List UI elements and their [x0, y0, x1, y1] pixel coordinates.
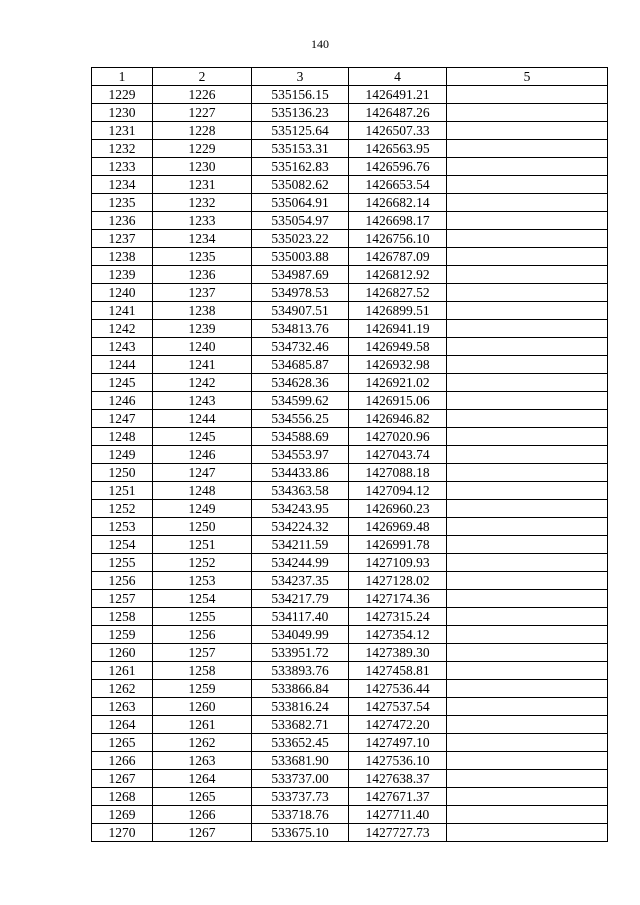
table-cell-col1: 1260 — [92, 644, 153, 662]
table-row — [92, 572, 608, 590]
table-cell-col4: 1427671.37 — [349, 788, 447, 806]
table-cell-col4: 1426960.23 — [349, 500, 447, 518]
table-cell-col4: 1427128.02 — [349, 572, 447, 590]
column-header-2: 2 — [153, 68, 252, 86]
table-cell-col2: 1265 — [153, 788, 252, 806]
table-cell-col1: 1267 — [92, 770, 153, 788]
table-cell-col2: 1258 — [153, 662, 252, 680]
table-cell-col3: 535003.88 — [252, 248, 349, 266]
table-cell-col5 — [447, 446, 608, 464]
table-cell-col3: 535153.31 — [252, 140, 349, 158]
table-cell-col3: 534211.59 — [252, 536, 349, 554]
table-cell-col3: 534685.87 — [252, 356, 349, 374]
table-row — [92, 86, 608, 104]
column-header-3: 3 — [252, 68, 349, 86]
table-header — [92, 68, 608, 86]
table-cell-col5 — [447, 518, 608, 536]
table-cell-col3: 534363.58 — [252, 482, 349, 500]
table-cell-col1: 1268 — [92, 788, 153, 806]
page-number: 140 — [311, 37, 329, 51]
table-cell-col2: 1239 — [153, 320, 252, 338]
table-cell-col2: 1230 — [153, 158, 252, 176]
table-cell-col5 — [447, 680, 608, 698]
table-cell-col4: 1427536.10 — [349, 752, 447, 770]
table-cell-col1: 1261 — [92, 662, 153, 680]
table-cell-col1: 1255 — [92, 554, 153, 572]
table-row — [92, 320, 608, 338]
table-cell-col2: 1228 — [153, 122, 252, 140]
table-row — [92, 482, 608, 500]
table-cell-col2: 1248 — [153, 482, 252, 500]
table-cell-col3: 534813.76 — [252, 320, 349, 338]
table-row — [92, 248, 608, 266]
table-cell-col5 — [447, 338, 608, 356]
table-cell-col4: 1427727.73 — [349, 824, 447, 842]
table-cell-col3: 534553.97 — [252, 446, 349, 464]
table-cell-col4: 1427711.40 — [349, 806, 447, 824]
table-cell-col2: 1261 — [153, 716, 252, 734]
table-cell-col5 — [447, 644, 608, 662]
table-cell-col4: 1426991.78 — [349, 536, 447, 554]
table-cell-col5 — [447, 194, 608, 212]
table-cell-col5 — [447, 392, 608, 410]
table-cell-col4: 1426932.98 — [349, 356, 447, 374]
table-cell-col3: 534588.69 — [252, 428, 349, 446]
table-cell-col5 — [447, 734, 608, 752]
table-cell-col4: 1426682.14 — [349, 194, 447, 212]
table-cell-col5 — [447, 410, 608, 428]
table-cell-col4: 1426812.92 — [349, 266, 447, 284]
table-cell-col5 — [447, 698, 608, 716]
table-cell-col5 — [447, 788, 608, 806]
table-cell-col1: 1246 — [92, 392, 153, 410]
table-cell-col3: 534049.99 — [252, 626, 349, 644]
table-cell-col4: 1426899.51 — [349, 302, 447, 320]
table-cell-col5 — [447, 104, 608, 122]
table-cell-col2: 1241 — [153, 356, 252, 374]
table-cell-col1: 1248 — [92, 428, 153, 446]
table-cell-col5 — [447, 356, 608, 374]
table-cell-col1: 1232 — [92, 140, 153, 158]
table-cell-col1: 1259 — [92, 626, 153, 644]
table-row — [92, 356, 608, 374]
table-cell-col3: 534117.40 — [252, 608, 349, 626]
table-row — [92, 518, 608, 536]
table-cell-col2: 1242 — [153, 374, 252, 392]
table-cell-col2: 1266 — [153, 806, 252, 824]
table-cell-col2: 1238 — [153, 302, 252, 320]
table-cell-col3: 533675.10 — [252, 824, 349, 842]
table-cell-col1: 1247 — [92, 410, 153, 428]
table-cell-col4: 1426941.19 — [349, 320, 447, 338]
table-row — [92, 122, 608, 140]
table-cell-col3: 534556.25 — [252, 410, 349, 428]
table-cell-col1: 1240 — [92, 284, 153, 302]
table-row — [92, 770, 608, 788]
table-cell-col5 — [447, 482, 608, 500]
table-body — [92, 86, 608, 842]
table-cell-col4: 1426787.09 — [349, 248, 447, 266]
table-cell-col4: 1427174.36 — [349, 590, 447, 608]
table-cell-col4: 1427094.12 — [349, 482, 447, 500]
table-cell-col2: 1256 — [153, 626, 252, 644]
table-cell-col1: 1229 — [92, 86, 153, 104]
table-row — [92, 410, 608, 428]
table-cell-col5 — [447, 86, 608, 104]
table-cell-col1: 1264 — [92, 716, 153, 734]
table-cell-col4: 1427536.44 — [349, 680, 447, 698]
table-cell-col2: 1237 — [153, 284, 252, 302]
column-header-5: 5 — [447, 68, 608, 86]
table-cell-col3: 534237.35 — [252, 572, 349, 590]
table-cell-col3: 534217.79 — [252, 590, 349, 608]
table-row — [92, 698, 608, 716]
table-cell-col1: 1250 — [92, 464, 153, 482]
table-cell-col5 — [447, 752, 608, 770]
table-row — [92, 788, 608, 806]
table-cell-col1: 1243 — [92, 338, 153, 356]
table-cell-col1: 1241 — [92, 302, 153, 320]
table-cell-col3: 533682.71 — [252, 716, 349, 734]
table-cell-col4: 1426827.52 — [349, 284, 447, 302]
table-cell-col3: 533737.73 — [252, 788, 349, 806]
table-cell-col3: 535125.64 — [252, 122, 349, 140]
table-cell-col5 — [447, 374, 608, 392]
table-cell-col3: 534243.95 — [252, 500, 349, 518]
table-row — [92, 212, 608, 230]
table-row — [92, 734, 608, 752]
table-cell-col1: 1258 — [92, 608, 153, 626]
table-row — [92, 536, 608, 554]
table-cell-col2: 1253 — [153, 572, 252, 590]
table-cell-col4: 1426949.58 — [349, 338, 447, 356]
table-cell-col2: 1246 — [153, 446, 252, 464]
table-cell-col3: 534433.86 — [252, 464, 349, 482]
table-cell-col2: 1250 — [153, 518, 252, 536]
table-cell-col3: 535054.97 — [252, 212, 349, 230]
table-row — [92, 590, 608, 608]
table-cell-col3: 533681.90 — [252, 752, 349, 770]
table-cell-col3: 535136.23 — [252, 104, 349, 122]
table-cell-col2: 1247 — [153, 464, 252, 482]
table-cell-col4: 1426698.17 — [349, 212, 447, 230]
table-cell-col3: 535082.62 — [252, 176, 349, 194]
column-header-4: 4 — [349, 68, 447, 86]
table-cell-col2: 1236 — [153, 266, 252, 284]
table-cell-col4: 1426487.26 — [349, 104, 447, 122]
table-cell-col1: 1236 — [92, 212, 153, 230]
table-cell-col4: 1426921.02 — [349, 374, 447, 392]
table-cell-col5 — [447, 428, 608, 446]
table-cell-col2: 1264 — [153, 770, 252, 788]
table-cell-col1: 1237 — [92, 230, 153, 248]
table-cell-col5 — [447, 284, 608, 302]
table-cell-col2: 1233 — [153, 212, 252, 230]
table-row — [92, 158, 608, 176]
table-cell-col4: 1427638.37 — [349, 770, 447, 788]
table-row — [92, 752, 608, 770]
table-row — [92, 176, 608, 194]
table-cell-col2: 1267 — [153, 824, 252, 842]
table-cell-col3: 534987.69 — [252, 266, 349, 284]
table-cell-col5 — [447, 554, 608, 572]
table-cell-col3: 533718.76 — [252, 806, 349, 824]
table-row — [92, 608, 608, 626]
table-row — [92, 806, 608, 824]
table-cell-col2: 1232 — [153, 194, 252, 212]
table-cell-col4: 1426563.95 — [349, 140, 447, 158]
table-cell-col5 — [447, 302, 608, 320]
column-header-1: 1 — [92, 68, 153, 86]
table-cell-col1: 1270 — [92, 824, 153, 842]
table-cell-col4: 1427315.24 — [349, 608, 447, 626]
table-cell-col3: 533816.24 — [252, 698, 349, 716]
table-cell-col5 — [447, 464, 608, 482]
table-row — [92, 266, 608, 284]
table-cell-col5 — [447, 806, 608, 824]
table-cell-col5 — [447, 248, 608, 266]
table-cell-col2: 1229 — [153, 140, 252, 158]
table-row — [92, 374, 608, 392]
table-cell-col3: 533866.84 — [252, 680, 349, 698]
table-row — [92, 626, 608, 644]
table-cell-col2: 1255 — [153, 608, 252, 626]
table-cell-col2: 1227 — [153, 104, 252, 122]
table-cell-col5 — [447, 716, 608, 734]
table-row — [92, 284, 608, 302]
table-cell-col1: 1249 — [92, 446, 153, 464]
table-cell-col3: 534907.51 — [252, 302, 349, 320]
table-cell-col3: 533652.45 — [252, 734, 349, 752]
table-cell-col1: 1245 — [92, 374, 153, 392]
table-cell-col3: 534599.62 — [252, 392, 349, 410]
table-cell-col4: 1427537.54 — [349, 698, 447, 716]
table-cell-col2: 1244 — [153, 410, 252, 428]
table-cell-col3: 535162.83 — [252, 158, 349, 176]
table-cell-col1: 1239 — [92, 266, 153, 284]
table-cell-col5 — [447, 320, 608, 338]
table-row — [92, 554, 608, 572]
table-row — [92, 302, 608, 320]
table-cell-col2: 1251 — [153, 536, 252, 554]
table-cell-col3: 533951.72 — [252, 644, 349, 662]
table-cell-col4: 1427109.93 — [349, 554, 447, 572]
table-row — [92, 644, 608, 662]
table-row — [92, 338, 608, 356]
table-cell-col3: 535023.22 — [252, 230, 349, 248]
table-row — [92, 104, 608, 122]
table-cell-col4: 1426653.54 — [349, 176, 447, 194]
table-row — [92, 716, 608, 734]
table-cell-col1: 1231 — [92, 122, 153, 140]
table-row — [92, 392, 608, 410]
table-cell-col2: 1259 — [153, 680, 252, 698]
table-cell-col3: 534224.32 — [252, 518, 349, 536]
table-cell-col4: 1427389.30 — [349, 644, 447, 662]
table-cell-col4: 1427472.20 — [349, 716, 447, 734]
table-cell-col3: 533737.00 — [252, 770, 349, 788]
table-cell-col1: 1233 — [92, 158, 153, 176]
table-cell-col4: 1427354.12 — [349, 626, 447, 644]
table-cell-col5 — [447, 770, 608, 788]
coordinates-table — [91, 67, 608, 842]
table-cell-col3: 534628.36 — [252, 374, 349, 392]
table-cell-col5 — [447, 122, 608, 140]
table-cell-col5 — [447, 536, 608, 554]
table-cell-col2: 1243 — [153, 392, 252, 410]
table-cell-col2: 1249 — [153, 500, 252, 518]
table-cell-col1: 1252 — [92, 500, 153, 518]
table-cell-col4: 1426491.21 — [349, 86, 447, 104]
table-row — [92, 140, 608, 158]
table-cell-col2: 1235 — [153, 248, 252, 266]
table-cell-col2: 1226 — [153, 86, 252, 104]
table-cell-col1: 1254 — [92, 536, 153, 554]
table-cell-col4: 1426507.33 — [349, 122, 447, 140]
table-cell-col4: 1427497.10 — [349, 734, 447, 752]
table-cell-col3: 534978.53 — [252, 284, 349, 302]
table-cell-col4: 1427458.81 — [349, 662, 447, 680]
table-cell-col3: 535064.91 — [252, 194, 349, 212]
table-row — [92, 230, 608, 248]
table-cell-col5 — [447, 140, 608, 158]
header-row — [92, 68, 608, 86]
table-row — [92, 194, 608, 212]
table-cell-col5 — [447, 824, 608, 842]
table-cell-col1: 1230 — [92, 104, 153, 122]
table-row — [92, 662, 608, 680]
table-cell-col5 — [447, 590, 608, 608]
table-cell-col1: 1251 — [92, 482, 153, 500]
table-cell-col1: 1238 — [92, 248, 153, 266]
table-cell-col3: 535156.15 — [252, 86, 349, 104]
table-cell-col2: 1245 — [153, 428, 252, 446]
table-cell-col5 — [447, 212, 608, 230]
table-row — [92, 680, 608, 698]
table-cell-col2: 1252 — [153, 554, 252, 572]
table-cell-col2: 1240 — [153, 338, 252, 356]
table-cell-col5 — [447, 230, 608, 248]
table-cell-col5 — [447, 158, 608, 176]
table-row — [92, 446, 608, 464]
table-cell-col1: 1253 — [92, 518, 153, 536]
table-cell-col1: 1257 — [92, 590, 153, 608]
table-cell-col1: 1234 — [92, 176, 153, 194]
table-cell-col5 — [447, 662, 608, 680]
table-cell-col4: 1427043.74 — [349, 446, 447, 464]
table-cell-col1: 1242 — [92, 320, 153, 338]
table-cell-col5 — [447, 626, 608, 644]
table-cell-col4: 1426915.06 — [349, 392, 447, 410]
table-cell-col4: 1426756.10 — [349, 230, 447, 248]
table-cell-col1: 1265 — [92, 734, 153, 752]
table-cell-col4: 1426969.48 — [349, 518, 447, 536]
table-cell-col1: 1256 — [92, 572, 153, 590]
table-cell-col3: 534244.99 — [252, 554, 349, 572]
table-cell-col4: 1426946.82 — [349, 410, 447, 428]
table-cell-col1: 1235 — [92, 194, 153, 212]
table-cell-col5 — [447, 608, 608, 626]
table-cell-col5 — [447, 572, 608, 590]
table-cell-col3: 534732.46 — [252, 338, 349, 356]
table-cell-col1: 1269 — [92, 806, 153, 824]
table-cell-col1: 1263 — [92, 698, 153, 716]
table-cell-col2: 1262 — [153, 734, 252, 752]
table-cell-col5 — [447, 176, 608, 194]
table-cell-col5 — [447, 266, 608, 284]
table-cell-col2: 1231 — [153, 176, 252, 194]
table-cell-col4: 1427088.18 — [349, 464, 447, 482]
table-cell-col3: 533893.76 — [252, 662, 349, 680]
table-cell-col5 — [447, 500, 608, 518]
table-row — [92, 464, 608, 482]
table-row — [92, 824, 608, 842]
table-row — [92, 428, 608, 446]
table-cell-col4: 1426596.76 — [349, 158, 447, 176]
table-cell-col1: 1262 — [92, 680, 153, 698]
table-cell-col2: 1257 — [153, 644, 252, 662]
table-cell-col2: 1254 — [153, 590, 252, 608]
table-cell-col1: 1244 — [92, 356, 153, 374]
table-cell-col1: 1266 — [92, 752, 153, 770]
table-cell-col4: 1427020.96 — [349, 428, 447, 446]
table-cell-col2: 1263 — [153, 752, 252, 770]
table-row — [92, 500, 608, 518]
table-cell-col2: 1234 — [153, 230, 252, 248]
table-cell-col2: 1260 — [153, 698, 252, 716]
